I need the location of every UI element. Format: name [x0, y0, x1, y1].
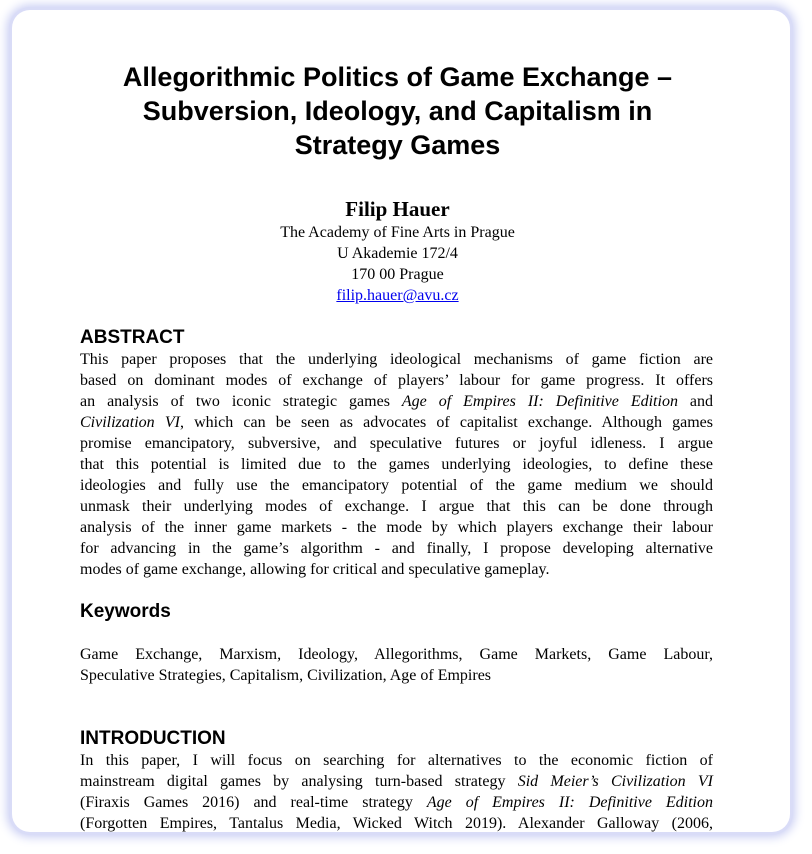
text-line: In this paper, I will focus on searching for alternatives to the economic fiction of: [80, 752, 713, 769]
text-line: mainstream digital games by analysing turn-based strategy Sid Meier’s Civilization VI: [80, 773, 713, 790]
text-line: an analysis of two iconic strategic games Age of Empires II: Definitive Edition and: [80, 393, 714, 410]
abstract-heading: ABSTRACT: [80, 327, 185, 348]
introduction-heading: INTRODUCTION: [80, 728, 226, 749]
text-line: that this potential is limited due to the games underlying ideologies, to define these: [80, 456, 713, 473]
title-line: Strategy Games: [294, 130, 501, 160]
text-line: Civilization VI, which can be seen as advocates of capitalist exchange. Although games: [80, 414, 714, 431]
text-line: (Forgotten Empires, Tantalus Media, Wicked Witch 2019). Alexander Galloway (2006,: [80, 815, 713, 832]
author-block: [80, 196, 715, 306]
text-line: based on dominant modes of exchange of players’ labour for game progress. It offers: [80, 372, 713, 389]
author-email-link[interactable]: filip.hauer@avu.cz: [336, 287, 459, 304]
paper-title: [80, 60, 715, 162]
text-line: for advancing in the game’s algorithm - and finally, I propose developing alternative: [80, 540, 713, 557]
text-line: analysis of the inner game markets - the mode by which players exchange their labour: [80, 519, 713, 536]
keywords-text: [80, 644, 713, 686]
author-name: Filip Hauer: [345, 197, 450, 221]
text-line: (Firaxis Games 2016) and real-time strategy Age of Empires II: Definitive Edition: [80, 794, 714, 811]
author-institution: The Academy of Fine Arts in Prague: [280, 224, 515, 241]
keywords-heading: Keywords: [80, 601, 171, 622]
title-line: Allegorithmic Politics of Game Exchange –: [122, 62, 673, 92]
introduction-text: [80, 750, 713, 832]
text-line: modes of game exchange, allowing for critical and speculative gameplay.: [80, 561, 550, 578]
text-line: This paper proposes that the underlying ideological mechanisms of game fiction are: [80, 351, 713, 368]
page-frame: [12, 10, 790, 832]
author-street: U Akademie 172/4: [337, 245, 458, 262]
text-line: unmask their underlying modes of exchange. I argue that this can be done through: [80, 498, 713, 515]
text-line: promise emancipatory, subversive, and speculative futures or joyful idleness. I argue: [80, 435, 713, 452]
title-line: Subversion, Ideology, and Capitalism in: [142, 96, 653, 126]
text-line: ideologies and fully use the emancipatory potential of the game medium we should: [80, 477, 713, 494]
text-line: Game Exchange, Marxism, Ideology, Allegorithms, Game Markets, Game Labour,: [80, 646, 713, 663]
text-line: Speculative Strategies, Capitalism, Civilization, Age of Empires: [80, 667, 492, 684]
author-city: 170 00 Prague: [351, 266, 444, 283]
abstract-text: [80, 349, 713, 580]
